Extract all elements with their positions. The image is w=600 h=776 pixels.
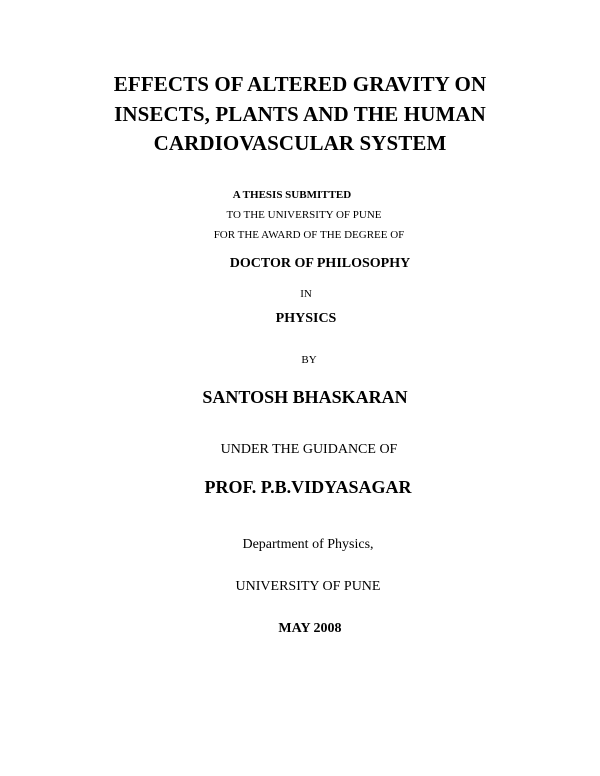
by-label: BY bbox=[301, 354, 317, 366]
submission-line-2: TO THE UNIVERSITY OF PUNE bbox=[226, 209, 382, 221]
department-name: Department of Physics, bbox=[242, 537, 374, 552]
submission-line-1: A THESIS SUBMITTED bbox=[232, 189, 352, 201]
guidance-label: UNDER THE GUIDANCE OF bbox=[220, 442, 398, 457]
in-label: IN bbox=[300, 288, 312, 300]
submission-date: MAY 2008 bbox=[278, 621, 342, 636]
thesis-title-line-3: CARDIOVASCULAR SYSTEM bbox=[153, 131, 447, 155]
degree-name: DOCTOR OF PHILOSOPHY bbox=[229, 256, 411, 271]
subject-name: PHYSICS bbox=[275, 311, 337, 326]
supervisor-name: PROF. P.B.VIDYASAGAR bbox=[204, 477, 412, 497]
author-name: SANTOSH BHASKARAN bbox=[202, 387, 408, 407]
thesis-title-line-2: INSECTS, PLANTS AND THE HUMAN bbox=[114, 102, 486, 126]
thesis-title-line-1: EFFECTS OF ALTERED GRAVITY ON bbox=[113, 72, 487, 96]
university-name: UNIVERSITY OF PUNE bbox=[235, 579, 381, 594]
submission-line-3: FOR THE AWARD OF THE DEGREE OF bbox=[213, 229, 405, 241]
